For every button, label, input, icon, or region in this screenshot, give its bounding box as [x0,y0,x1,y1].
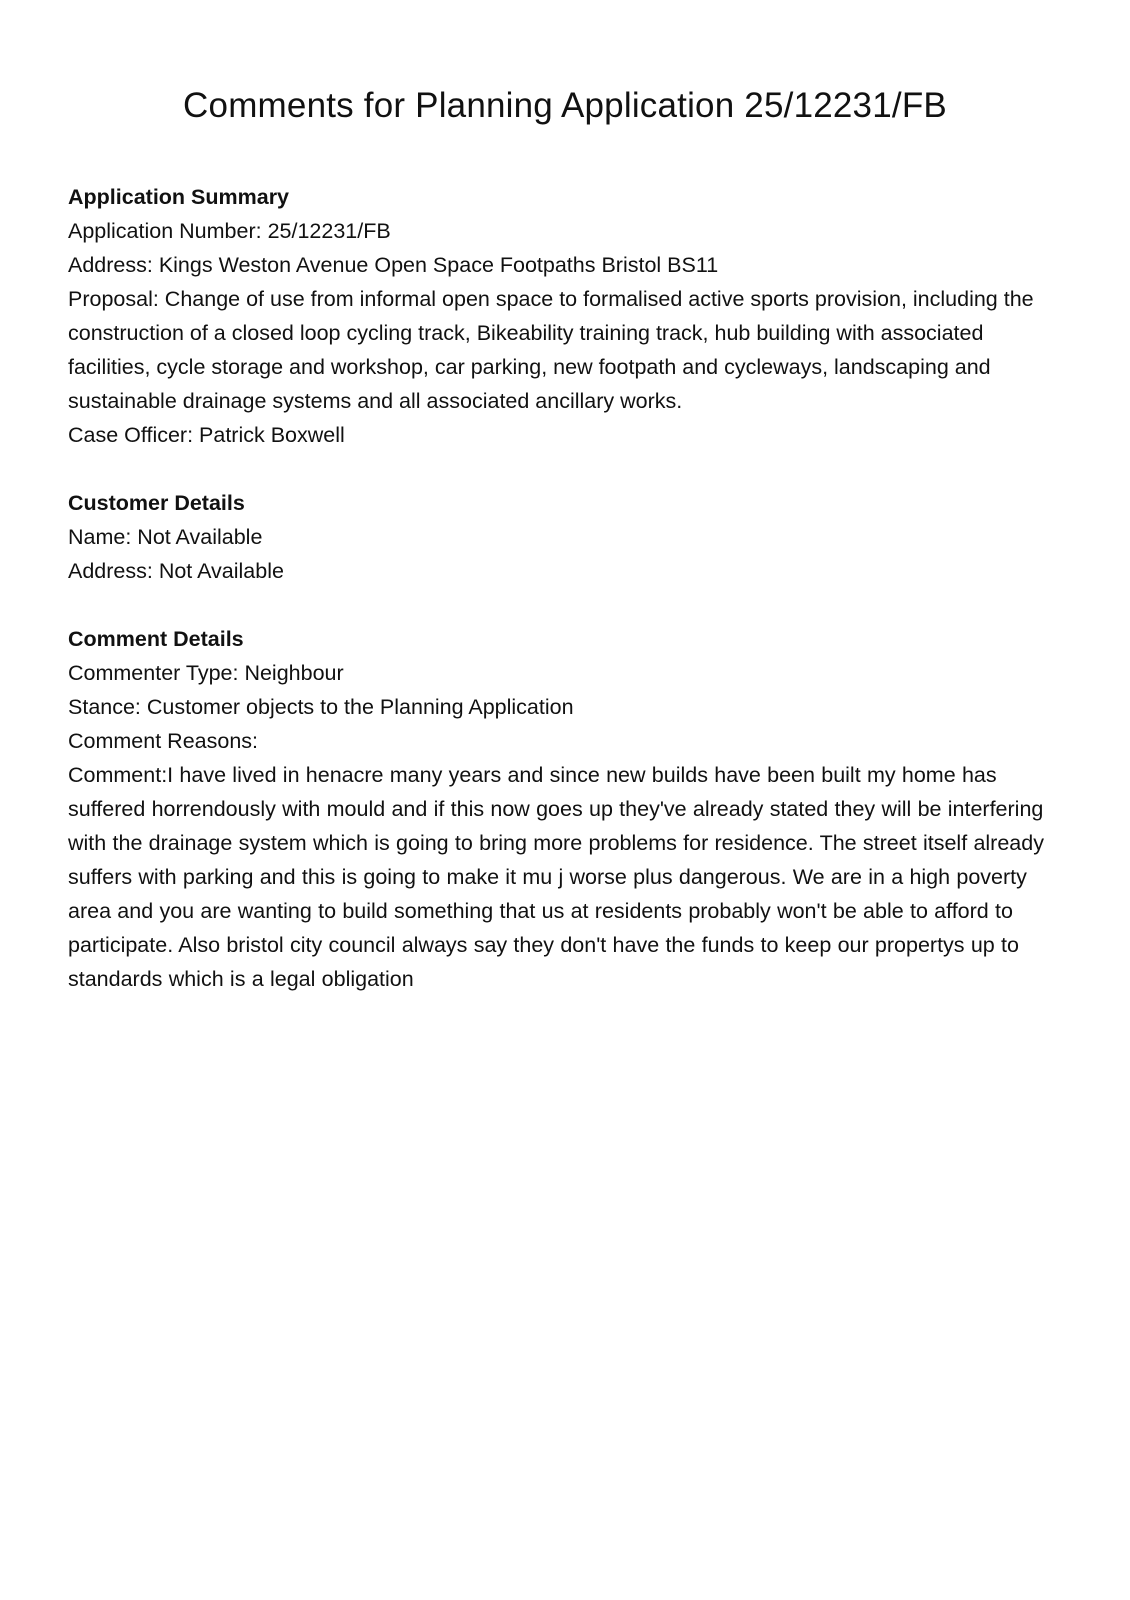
customer-address: Address: Not Available [68,559,284,583]
commenter-type: Commenter Type: Neighbour [68,661,344,685]
customer-name: Name: Not Available [68,525,263,549]
application-summary-section [68,180,1068,452]
application-number: Application Number: 25/12231/FB [68,219,391,243]
comment-details-heading: Comment Details [68,627,244,651]
document-content [68,180,1068,1030]
page-title: Comments for Planning Application 25/12231/FB [183,86,947,125]
application-proposal: Proposal: Change of use from informal open space to formalised active sports provision, including the construction of a closed loop cycling track, Bikeability training track, hub building with associated facilities, cycle storage and workshop, car parking, new footpath and cycleways, landscaping and sustainable drainage systems and all associated ancillary works. [68,287,1034,413]
comment-stance: Stance: Customer objects to the Planning Application [68,695,574,719]
application-summary-heading: Application Summary [68,185,290,209]
comment-reasons: Comment Reasons: [68,729,258,753]
comment-details-section [68,622,1068,996]
customer-details-heading: Customer Details [68,491,245,515]
case-officer: Case Officer: Patrick Boxwell [68,423,345,447]
comment-body: Comment:I have lived in henacre many years and since new builds have been built my home has suffered horrendously with mould and if this now goes up they've already stated they will be interfering with the drainage system which is going to bring more problems for residence. The street itself already suffers with parking and this is going to make it mu j worse plus dangerous. We are in a high poverty area and you are wanting to build something that us at residents probably won't be able to afford to participate. Also bristol city council always say they don't have the funds to keep our propertys up to standards which is a legal obligation [68,763,1044,991]
customer-details-section [68,486,1068,588]
application-address: Address: Kings Weston Avenue Open Space Footpaths Bristol BS11 [68,253,719,277]
